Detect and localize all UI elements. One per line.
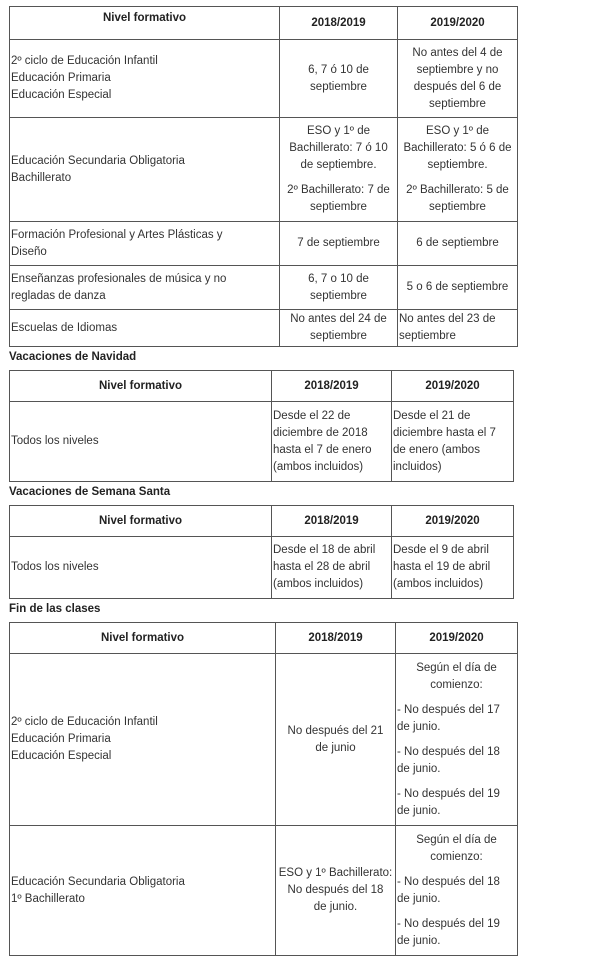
header-level: Nivel formativo	[10, 506, 272, 537]
value-line: 6, 7 ó 10 de	[308, 63, 369, 76]
value-line: de junio.	[397, 804, 441, 817]
header-2018-2019: 2018/2019	[280, 7, 398, 40]
value-line: septiembre	[310, 330, 367, 342]
level-line: Educación Secundaria Obligatoria	[11, 154, 185, 167]
level-line: 2º ciclo de Educación Infantil	[11, 716, 158, 728]
value-line: de junio.	[397, 762, 441, 775]
value-cell-2019	[398, 310, 518, 347]
paragraph-gap	[397, 694, 516, 702]
table-row	[10, 40, 518, 118]
value-cell-2018	[272, 402, 392, 482]
level-line: Educación Especial	[11, 750, 112, 762]
header-2019-2020: 2019/2020	[398, 7, 518, 40]
value-line: (ambos incluidos)	[273, 460, 364, 473]
level-cell	[10, 310, 280, 347]
value-line: 2º Bachillerato: 5 de	[406, 184, 509, 196]
header-level: Nivel formativo	[10, 7, 280, 40]
value-line: de junio	[315, 741, 356, 754]
paragraph-gap	[397, 866, 516, 874]
header-2019-2020: 2019/2020	[392, 371, 514, 402]
table-row	[10, 654, 518, 826]
value-line: septiembre	[429, 97, 486, 110]
value-line: diciembre de 2018	[273, 426, 368, 439]
value-line: septiembre.	[427, 159, 488, 171]
value-cell-2019	[398, 40, 518, 118]
level-line: 2º ciclo de Educación Infantil	[11, 55, 158, 67]
value-cell-2019	[392, 402, 514, 482]
level-cell	[10, 537, 272, 599]
value-line: de enero (ambos	[393, 443, 480, 456]
value-cell-2018	[280, 118, 398, 222]
value-line: (ambos incluidos)	[393, 578, 484, 590]
value-line: de junio.	[397, 720, 441, 733]
value-line: septiembre	[310, 201, 367, 213]
value-line: 6 de septiembre	[416, 237, 499, 249]
level-line: Educación Primaria	[11, 72, 111, 84]
value-line: Bachillerato: 7 ó 10	[289, 142, 388, 154]
value-line: septiembre	[310, 289, 367, 302]
value-cell-2019	[398, 266, 518, 310]
value-line: hasta el 19 de abril	[393, 561, 491, 573]
value-line: - No después del 18	[397, 875, 500, 888]
table-header-row	[10, 371, 514, 402]
table-row	[10, 537, 514, 599]
header-2018-2019: 2018/2019	[272, 371, 392, 402]
easter-holidays-table	[9, 505, 514, 599]
value-line: Bachillerato: 5 ó 6 de	[403, 142, 512, 154]
value-line: de septiembre.	[300, 159, 377, 171]
value-cell-2018	[280, 310, 398, 347]
table-header-row	[10, 506, 514, 537]
value-line: hasta el 7 de enero	[273, 443, 372, 456]
value-line: de junio.	[397, 934, 441, 947]
header-2019-2020: 2019/2020	[392, 506, 514, 537]
value-line: - No después del 17	[397, 703, 500, 716]
level-line: Todos los niveles	[11, 561, 99, 573]
level-line: Todos los niveles	[11, 435, 99, 447]
value-cell-2019	[396, 826, 518, 956]
level-line: Educación Secundaria Obligatoria	[11, 875, 185, 888]
value-line: incluidos)	[393, 460, 442, 473]
header-level: Nivel formativo	[10, 623, 276, 654]
table-row	[10, 826, 518, 956]
table-header-row	[10, 7, 518, 40]
value-line: septiembre	[429, 201, 486, 213]
table-row	[10, 222, 518, 266]
value-cell-2018	[280, 40, 398, 118]
value-cell-2019	[398, 222, 518, 266]
table-header-row	[10, 623, 518, 654]
section-title-easter: Vacaciones de Semana Santa	[9, 486, 171, 498]
value-cell-2018	[280, 266, 398, 310]
level-cell	[10, 40, 280, 118]
value-line: Desde el 21 de	[393, 409, 471, 422]
section-title-christmas: Vacaciones de Navidad	[9, 351, 137, 363]
level-line: Diseño	[11, 245, 47, 258]
paragraph-gap	[397, 778, 516, 786]
value-cell-2019	[392, 537, 514, 599]
value-line: No antes del 4 de	[412, 46, 503, 59]
value-cell-2019	[398, 118, 518, 222]
section-title-end-of-classes: Fin de las clases	[9, 603, 101, 615]
start-of-classes-table	[9, 6, 518, 347]
level-line: Formación Profesional y Artes Plásticas y	[11, 228, 223, 241]
value-line: 7 de septiembre	[297, 237, 380, 249]
value-line: septiembre y no	[416, 63, 499, 76]
header-2019-2020: 2019/2020	[396, 623, 518, 654]
value-line: comienzo:	[430, 850, 483, 863]
table-row	[10, 266, 518, 310]
value-cell-2018	[280, 222, 398, 266]
level-cell	[10, 266, 280, 310]
value-line: (ambos incluidos)	[273, 578, 364, 590]
value-line: Desde el 18 de abril	[273, 544, 376, 556]
header-2018-2019: 2018/2019	[276, 623, 396, 654]
level-cell	[10, 654, 276, 826]
value-line: Desde el 9 de abril	[393, 544, 489, 556]
value-line: Según el día de	[416, 661, 497, 674]
value-cell-2018	[272, 537, 392, 599]
header-2018-2019: 2018/2019	[272, 506, 392, 537]
value-line: ESO y 1º Bachillerato:	[278, 867, 393, 879]
value-line: comienzo:	[430, 678, 483, 691]
value-cell-2018	[276, 826, 396, 956]
value-line: No después del 21	[287, 724, 384, 737]
value-line: - No después del 18	[397, 745, 500, 758]
table-row	[10, 118, 518, 222]
level-line: Escuelas de Idiomas	[11, 321, 118, 334]
level-line: Enseñanzas profesionales de música y no	[11, 272, 227, 285]
value-line: diciembre hasta el 7	[393, 426, 496, 439]
value-line: de junio.	[397, 892, 441, 905]
value-line: hasta el 28 de abril	[273, 561, 371, 573]
level-line: Educación Especial	[11, 89, 112, 101]
paragraph-gap	[397, 908, 516, 916]
end-of-classes-table	[9, 622, 518, 956]
value-line: No después del 18	[287, 884, 384, 896]
level-cell	[10, 826, 276, 956]
value-cell-2018	[276, 654, 396, 826]
value-line: ESO y 1º de	[425, 125, 489, 137]
level-cell	[10, 118, 280, 222]
value-line: ESO y 1º de	[306, 125, 370, 137]
school-calendar-document	[9, 6, 521, 956]
value-line: No antes del 24 de	[290, 313, 387, 325]
level-cell	[10, 402, 272, 482]
level-line: regladas de danza	[11, 289, 106, 302]
value-line: Según el día de	[416, 833, 497, 846]
value-line: septiembre	[310, 80, 367, 93]
christmas-holidays-table	[9, 370, 514, 482]
header-level: Nivel formativo	[10, 371, 272, 402]
value-line: después del 6 de	[413, 80, 502, 93]
value-line: de junio.	[313, 901, 358, 913]
paragraph-gap	[281, 174, 396, 182]
value-line: 5 o 6 de septiembre	[406, 281, 509, 293]
value-line: - No después del 19	[397, 787, 500, 800]
value-line: 2º Bachillerato: 7 de	[287, 184, 390, 196]
value-line: septiembre	[399, 330, 456, 342]
paragraph-gap	[397, 736, 516, 744]
level-line: 1º Bachillerato	[11, 892, 85, 905]
value-line: Desde el 22 de	[273, 409, 351, 422]
table-row	[10, 310, 518, 347]
value-cell-2019	[396, 654, 518, 826]
level-cell	[10, 222, 280, 266]
level-line: Bachillerato	[11, 171, 72, 184]
value-line: No antes del 23 de	[399, 313, 496, 325]
value-line: 6, 7 o 10 de	[308, 272, 369, 285]
paragraph-gap	[399, 174, 516, 182]
table-row	[10, 402, 514, 482]
level-line: Educación Primaria	[11, 733, 111, 745]
value-line: - No después del 19	[397, 917, 500, 930]
